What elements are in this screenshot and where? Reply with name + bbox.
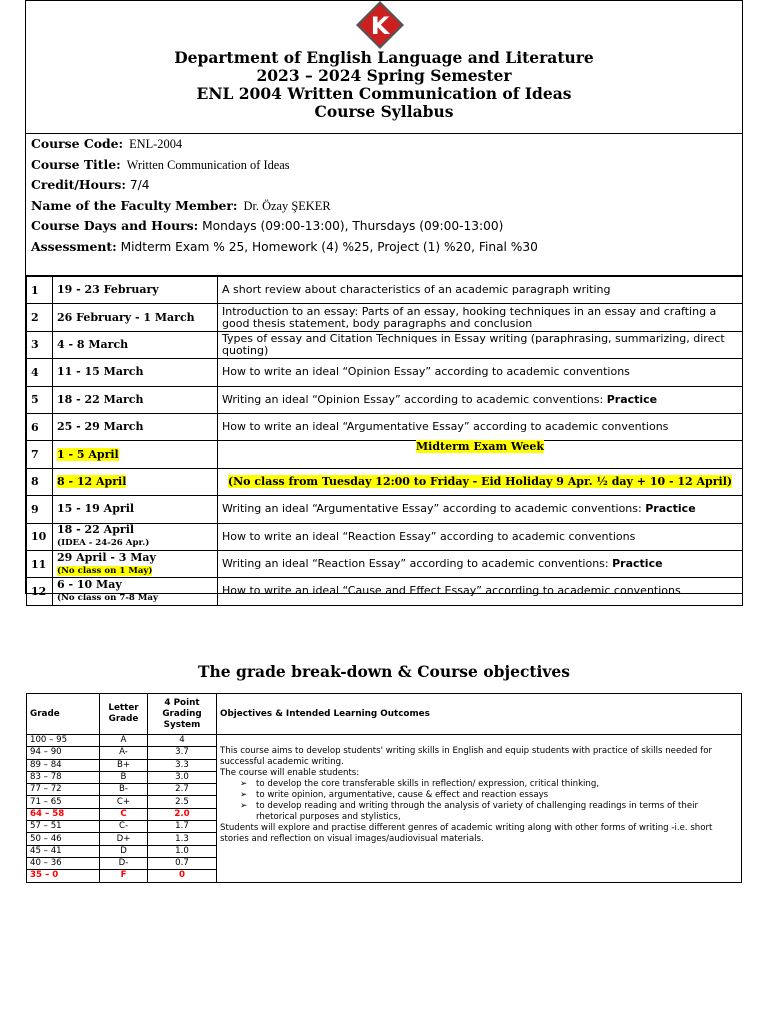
grade-range: 83 – 78 (27, 771, 100, 783)
week-date-text: 11 - 15 March (57, 365, 144, 379)
assessment-label: Assessment: (31, 238, 117, 254)
days-label: Course Days and Hours: (31, 218, 199, 234)
week-row (27, 359, 743, 386)
grade-range: 40 – 36 (27, 857, 100, 869)
week-topic-text: How to write an ideal “Opinion Essay” according to academic conventions (222, 365, 630, 379)
week-number: 8 (27, 468, 53, 495)
objectives-enable: The course will enable students: (220, 768, 360, 778)
week-topic (218, 578, 743, 605)
week-date-text: 29 April - 3 May (57, 550, 156, 564)
week-topic (218, 468, 743, 495)
week-dates (53, 359, 218, 386)
grade-points: 1.3 (148, 833, 217, 845)
weekly-schedule-table (26, 276, 743, 606)
objective-bullet-1-text: to develop the core transferable skills in reflection/ expression, critical thinking, (256, 779, 600, 789)
header-objectives: Objectives & Intended Learning Outcomes (217, 694, 742, 735)
week-number: 2 (27, 304, 53, 331)
grade-points: 1.7 (148, 821, 217, 833)
week-date-text: 4 - 8 March (57, 337, 129, 351)
university-logo (350, 1, 410, 49)
grade-row (27, 735, 742, 747)
grade-points: 4 (148, 735, 217, 747)
week-date-text: 8 - 12 April (57, 474, 127, 488)
week-dates (53, 277, 218, 304)
course-code-label: Course Code: (31, 136, 124, 151)
week-row (27, 441, 743, 468)
letter-grade: B (100, 771, 148, 783)
week-date-text: 6 - 10 May (57, 577, 122, 591)
letter-grade: B- (100, 784, 148, 796)
grade-range: 71 – 65 (27, 796, 100, 808)
grade-range: 35 – 0 (27, 870, 100, 882)
week-number: 1 (27, 277, 53, 304)
week-number: 10 (27, 523, 53, 550)
credit-value: 7/4 (129, 178, 150, 193)
week-date-text: 18 - 22 March (57, 392, 144, 406)
grade-range: 50 – 46 (27, 833, 100, 845)
week-number: 5 (27, 386, 53, 413)
faculty-label: Name of the Faculty Member: (31, 197, 238, 213)
week-topic-text: A short review about characteristics of an academic paragraph writing (222, 283, 611, 297)
practice-label: Practice (606, 392, 658, 406)
grade-points: 1.0 (148, 845, 217, 857)
assessment-value: Midterm Exam % 25, Homework (4) %25, Project (1) %20, Final %30 (120, 239, 538, 254)
week-row (27, 523, 743, 550)
week-row (27, 550, 743, 577)
grade-table (26, 693, 742, 883)
days-value: Mondays (09:00-13:00), Thursdays (09:00-13:00) (202, 219, 504, 234)
week-topic-text: Writing an ideal “Reaction Essay” according to academic conventions: (222, 557, 613, 571)
week-dates (53, 413, 218, 440)
week-number: 11 (27, 550, 53, 577)
objective-bullet-3 (220, 801, 738, 812)
week-topic (218, 386, 743, 413)
course-title-heading: ENL 2004 Written Communication of Ideas (196, 84, 572, 103)
grade-range: 89 – 84 (27, 759, 100, 771)
doc-type-title: Course Syllabus (314, 102, 454, 121)
week-note: (IDEA - 24-26 Apr.) (57, 538, 150, 549)
grade-range: 94 – 90 (27, 747, 100, 759)
header-grade: Grade (27, 694, 100, 735)
practice-label: Practice (612, 557, 663, 571)
grade-points: 0 (148, 870, 217, 882)
week-dates (53, 331, 218, 358)
grade-points: 3.3 (148, 759, 217, 771)
week-topic (218, 496, 743, 523)
week-row (27, 413, 743, 440)
week-topic (218, 550, 743, 577)
week-number: 6 (27, 413, 53, 440)
grade-points: 0.7 (148, 857, 217, 869)
objective-bullet-2 (220, 790, 738, 801)
syllabus-block (25, 0, 743, 603)
semester-title: 2023 – 2024 Spring Semester (256, 66, 512, 85)
week-topic (218, 304, 743, 331)
letter-grade: D+ (100, 833, 148, 845)
letter-grade: D- (100, 857, 148, 869)
week-row (27, 578, 743, 605)
letter-grade: B+ (100, 759, 148, 771)
grade-points: 2.5 (148, 796, 217, 808)
week-topic (218, 413, 743, 440)
letter-grade: D (100, 845, 148, 857)
days-row (31, 216, 742, 237)
course-code-row (31, 134, 742, 155)
week-date-text: 1 - 5 April (57, 447, 119, 461)
week-topic-text: Types of essay and Citation Techniques in Essay writing (paraphrasing, summarizing, direct quoting) (222, 331, 725, 357)
grade-points: 2.7 (148, 784, 217, 796)
week-number: 4 (27, 359, 53, 386)
week-date-text: 19 - 23 February (57, 283, 159, 297)
week-topic (218, 441, 743, 468)
week-topic-text: How to write an ideal “Argumentative Essay” according to academic conventions (222, 420, 669, 434)
week-dates (53, 523, 218, 550)
faculty-row (31, 196, 742, 217)
letter-grade: A- (100, 747, 148, 759)
letter-grade: F (100, 870, 148, 882)
syllabus-header (26, 1, 742, 134)
course-title-value: Written Communication of Ideas (126, 157, 290, 172)
arrow-bullet-icon: ➢ (240, 790, 248, 800)
practice-label: Practice (645, 502, 696, 516)
week-note: (No class on 7-8 May (57, 592, 158, 603)
week-number: 3 (27, 331, 53, 358)
week-number: 12 (27, 578, 53, 605)
objectives-cell (217, 735, 742, 883)
objectives-outro-1: Students will explore and practise different genres of academic writing along with other forms of writing -i.e. short (220, 823, 713, 833)
header-letter-grade: Letter Grade (100, 694, 148, 735)
letter-grade: A (100, 735, 148, 747)
week-topic-text: Writing an ideal “Opinion Essay” according to academic conventions: (222, 392, 607, 406)
course-title-row (31, 155, 742, 176)
week-topic (218, 277, 743, 304)
week-date-text: 26 February - 1 March (57, 310, 195, 324)
grade-range: 77 – 72 (27, 784, 100, 796)
arrow-bullet-icon: ➢ (240, 779, 248, 789)
week-number: 9 (27, 496, 53, 523)
week-note: (No class on 1 May) (57, 565, 153, 576)
faculty-value: Dr. Özay ŞEKER (243, 198, 331, 213)
credit-row (31, 175, 742, 196)
week-date-text: 15 - 19 April (57, 502, 135, 516)
week-topic-text: Writing an ideal “Argumentative Essay” according to academic conventions: (222, 502, 646, 516)
week-number: 7 (27, 441, 53, 468)
week-dates (53, 304, 218, 331)
week-dates (53, 496, 218, 523)
week-dates (53, 386, 218, 413)
objective-bullet-2-text: to write opinion, argumentative, cause & effect and reaction essays (256, 790, 549, 800)
letter-grade: C+ (100, 796, 148, 808)
course-code-value: ENL-2004 (129, 137, 183, 151)
week-topic-text: Introduction to an essay: Parts of an essay, hooking techniques in an essay and crafting a good thesis statement, body paragraphs and conclusion (222, 304, 717, 330)
department-title: Department of English Language and Literature (174, 48, 594, 67)
objectives-intro-2: successful academic writing. (220, 757, 344, 767)
course-title-label: Course Title: (31, 156, 121, 172)
week-row (27, 277, 743, 304)
course-info (26, 134, 742, 276)
week-topic-text: How to write an ideal “Cause and Effect Essay” according to academic conventions (222, 584, 681, 598)
week-topic-text: How to write an ideal “Reaction Essay” according to academic conventions (222, 529, 636, 543)
week-row (27, 304, 743, 331)
objectives-intro-1: This course aims to develop students' writing skills in English and equip students with practice of skills needed for (220, 746, 712, 756)
week-dates (53, 550, 218, 577)
logo-letter: K (370, 12, 390, 40)
objectives-outro-2: stories and reflection on visual images/audiovisual materials. (220, 834, 484, 844)
grade-range: 100 – 95 (27, 735, 100, 747)
header-point-system: 4 Point Grading System (148, 694, 217, 735)
grade-section-title: The grade break-down & Course objectives (197, 662, 571, 681)
letter-grade: C- (100, 821, 148, 833)
grade-range: 45 – 41 (27, 845, 100, 857)
objective-bullet-1 (220, 779, 738, 790)
week-dates (53, 578, 218, 605)
week-topic-text: Midterm Exam Week (415, 440, 544, 454)
assessment-row (31, 237, 742, 258)
grade-points: 2.0 (148, 808, 217, 820)
week-topic (218, 359, 743, 386)
week-topic (218, 523, 743, 550)
arrow-bullet-icon: ➢ (240, 801, 248, 811)
week-row (27, 331, 743, 358)
objective-bullet-3-cont: rhetorical purposes and stylistics, (256, 812, 401, 822)
letter-grade: C (100, 808, 148, 820)
grade-range: 57 – 51 (27, 821, 100, 833)
week-row (27, 468, 743, 495)
grade-points: 3.0 (148, 771, 217, 783)
week-dates (53, 468, 218, 495)
week-date-text: 25 - 29 March (57, 420, 144, 434)
grade-range: 64 – 58 (27, 808, 100, 820)
grade-table-header (27, 694, 742, 735)
week-date-text: 18 - 22 April (57, 523, 135, 537)
credit-label: Credit/Hours: (31, 177, 126, 193)
week-topic (218, 331, 743, 358)
grade-points: 3.7 (148, 747, 217, 759)
week-topic-text: (No class from Tuesday 12:00 to Friday - Eid Holiday 9 Apr. ½ day + 10 - 12 April) (227, 474, 733, 488)
objective-bullet-3-text: to develop reading and writing through the analysis of variety of challenging readings in terms of their (256, 801, 699, 811)
week-row (27, 496, 743, 523)
week-dates (53, 441, 218, 468)
week-row (27, 386, 743, 413)
